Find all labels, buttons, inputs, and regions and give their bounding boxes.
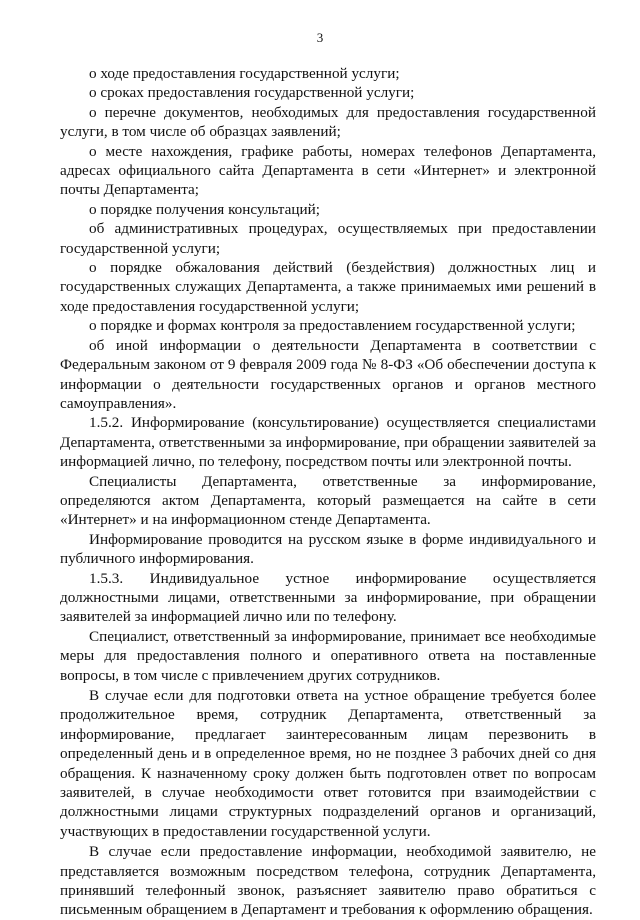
paragraph: В случае если предоставление информации, необходимой заявителю, не представляется возможным посредством телефона, сотрудник Департамента, принявший телефонный звонок, разъясняет заявителю право обратиться с письменным обращением в Департамент и требования к оформлению обращения. xyxy=(60,843,596,919)
paragraph: В случае если для подготовки ответа на устное обращение требуется более продолжительное время, сотрудник Департамента, ответственный за информирование, предлагает заинтересованным лицам перезвонить в определенный день и в определенное время, но не позднее 3 рабочих дней со дня обращения. К назначенному сроку должен быть подготовлен ответ по вопросам заявителей, в случае необходимости ответ готовится при взаимодействии с должностными лицами структурных подразделений органов и организаций, участвующих в предоставлении государственной услуги. xyxy=(60,687,596,840)
paragraph: Специалист, ответственный за информирование, принимает все необходимые меры для предоставления полного и оперативного ответа на поставленные вопросы, в том числе с привлечением других сотрудников. xyxy=(60,627,596,684)
paragraph: о сроках предоставления государственной услуги; xyxy=(89,84,415,102)
paragraph: о перечне документов, необходимых для предоставления государственной услуги, в том числе об образцах заявлений; xyxy=(60,103,596,141)
paragraph: о порядке получения консультаций; xyxy=(89,200,320,218)
paragraph: Специалисты Департамента, ответственные за информирование, определяются актом Департамента, который размещается на сайте в сети «Интернет» и на информационном стенде Департамента. xyxy=(60,472,596,529)
paragraph: об иной информации о деятельности Департамента в соответствии с Федеральным законом от 9 февраля 2009 года № 8-ФЗ «Об обеспечении доступа к информации о деятельности государственных органов и органов местного самоуправления». xyxy=(60,336,596,412)
paragraph: о порядке и формах контроля за предоставлением государственной услуги; xyxy=(89,317,576,335)
paragraph: 1.5.3. Индивидуальное устное информирование осуществляется должностными лицами, ответственными за информирование, при обращении заявителей за информацией лично или по телефону. xyxy=(60,569,596,626)
paragraph: 1.5.2. Информирование (консультирование) осуществляется специалистами Департамента, ответственными за информирование, при обращении заявителей за информацией лично, по телефону, посредством почты или электронной почты. xyxy=(60,414,596,471)
paragraph: Информирование проводится на русском языке в форме индивидуального и публичного информирования. xyxy=(60,530,596,568)
document-body xyxy=(60,64,596,920)
paragraph: о месте нахождения, графике работы, номерах телефонов Департамента, адресах официального сайта Департамента в сети «Интернет» и электронной почты Департамента; xyxy=(60,142,596,199)
page-number: 3 xyxy=(316,30,324,45)
paragraph: о порядке обжалования действий (бездействия) должностных лиц и государственных служащих Департамента, а также принимаемых ими решений в ходе предоставления государственной услуги; xyxy=(60,259,596,315)
paragraph: о ходе предоставления государственной услуги; xyxy=(89,65,400,82)
paragraph: об административных процедурах, осуществляемых при предоставлении государственной услуги; xyxy=(60,220,596,257)
